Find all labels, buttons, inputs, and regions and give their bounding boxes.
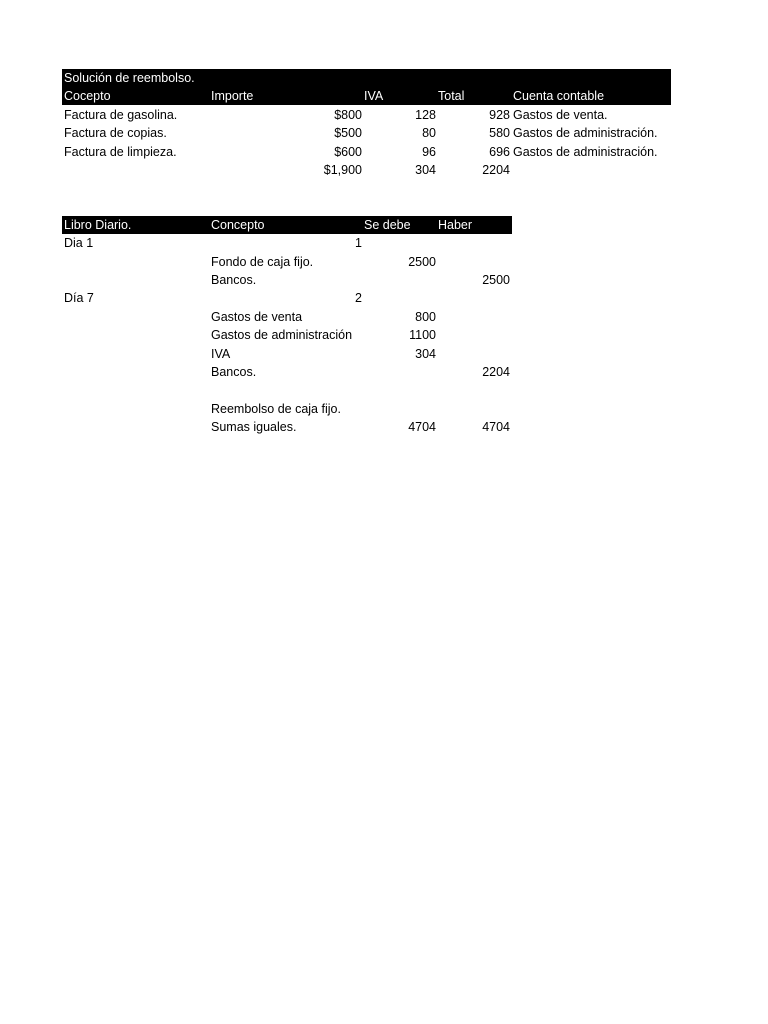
journal-debe [362,234,436,252]
journal-debe: 1100 [409,328,436,342]
header-libro-diario: Libro Diario. [64,218,132,232]
journal-debe [362,400,436,418]
header-iva: IVA [364,89,384,103]
journal-concepto: Reembolso de caja fijo. [211,402,341,416]
row-concepto: Factura de gasolina. [64,108,178,122]
journal-row [62,400,512,418]
journal-entry-number [262,381,362,399]
header-importe: Importe [211,89,254,103]
journal-row [62,363,512,381]
journal-entry-number [262,326,362,344]
row-importe: $500 [334,126,362,140]
journal-concepto: Gastos de administración [211,328,353,342]
reembolso-title-row [62,69,671,87]
journal-haber [436,308,510,326]
journal-concepto: Bancos. [211,365,257,379]
journal-debe: 4704 [408,420,436,434]
journal-row [62,345,512,363]
journal-haber [436,345,510,363]
journal-entry-number [262,308,362,326]
reembolso-header-row [62,87,671,105]
row-iva: 96 [422,145,436,159]
row-importe: $800 [334,108,362,122]
journal-entry-number: 2 [355,291,362,305]
journal-row [62,418,512,436]
journal-row [62,234,512,252]
journal-day: Día 7 [64,291,94,305]
journal-concepto: Gastos de venta [211,310,303,324]
journal-haber [436,234,510,252]
header-se-debe: Se debe [364,218,411,232]
journal-haber: 4704 [482,420,510,434]
journal-entry-number [262,253,362,271]
journal-debe: 800 [415,310,436,324]
journal-debe [362,363,436,381]
journal-row [62,326,512,344]
journal-haber [436,326,510,344]
row-iva: 128 [415,108,436,122]
journal-haber: 2500 [482,273,510,287]
row-total: 580 [489,126,510,140]
row-cuenta: Gastos de venta. [513,108,608,122]
total-iva: 304 [415,163,436,177]
row-total: 928 [489,108,510,122]
header-cuenta-contable: Cuenta contable [513,89,605,103]
row-cuenta: Gastos de administración. [513,145,658,159]
header-haber: Haber [438,218,473,232]
journal-row [62,308,512,326]
journal-haber [436,400,510,418]
totals-row [62,161,671,179]
journal-debe [362,381,436,399]
row-concepto: Factura de limpieza. [64,145,177,159]
table-row [62,143,671,161]
row-concepto: Factura de copias. [64,126,167,140]
header-concepto: Concepto [211,218,265,232]
journal-day: Dia 1 [64,236,94,250]
journal-entry-number [262,363,362,381]
journal-entry-number [262,345,362,363]
journal-row [62,253,512,271]
diario-header-row [62,216,512,234]
journal-entry-number [262,418,362,436]
reembolso-title: Solución de reembolso. [64,71,195,85]
header-concepto: Cocepto [64,89,111,103]
row-cuenta: Gastos de administración. [513,126,658,140]
journal-row [62,289,512,307]
journal-concepto: IVA [211,347,231,361]
header-total: Total [438,89,465,103]
journal-haber [436,381,510,399]
journal-row [62,381,512,399]
journal-debe [362,289,436,307]
table-row [62,124,671,142]
journal-concepto: Sumas iguales. [211,420,297,434]
row-total: 696 [489,145,510,159]
journal-haber [436,289,510,307]
journal-entry-number [262,400,362,418]
table-row [62,106,671,124]
journal-concepto: Bancos. [211,273,257,287]
journal-debe [362,271,436,289]
total-total: 2204 [482,163,510,177]
journal-row [62,271,512,289]
journal-debe: 304 [415,347,436,361]
journal-entry-number [262,271,362,289]
journal-concepto: Fondo de caja fijo. [211,255,314,269]
journal-entry-number: 1 [355,236,362,250]
journal-haber [436,253,510,271]
row-iva: 80 [422,126,436,140]
journal-debe: 2500 [408,255,436,269]
total-importe: $1,900 [323,163,362,177]
journal-haber: 2204 [482,365,510,379]
row-importe: $600 [334,145,362,159]
